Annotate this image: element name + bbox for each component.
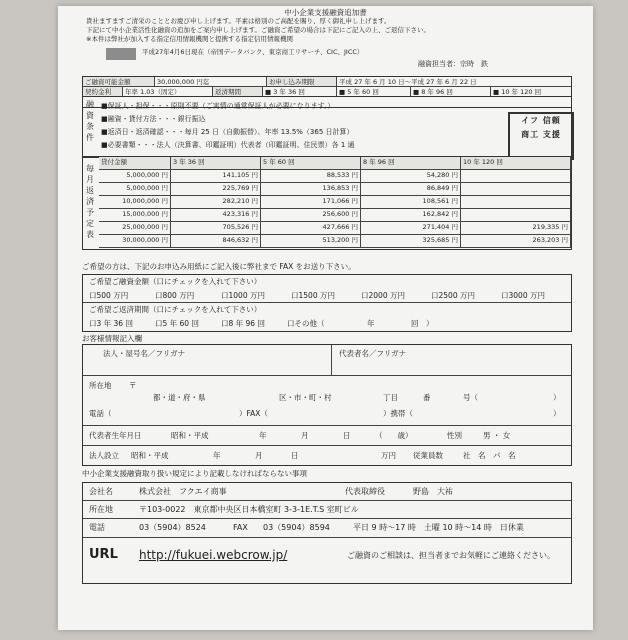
repayment-cell <box>461 183 571 196</box>
intro-text <box>86 17 566 44</box>
established-label: 法人設立 <box>89 451 119 460</box>
divider <box>83 425 571 426</box>
company-url[interactable]: http://fukuei.webcrow.jp/ <box>139 548 288 562</box>
term-choice[interactable]: 口その他（ <box>287 319 325 328</box>
gender: 男 ・ 女 <box>483 431 511 440</box>
term-choice-count: 回 ） <box>411 319 434 328</box>
loan-conditions <box>82 96 572 158</box>
repayment-header: 5 年 60 回 <box>261 157 361 170</box>
repayment-cell: 282,210 円 <box>171 196 261 209</box>
repayment-cell: 427,666 円 <box>261 222 361 235</box>
mobile-label: ）携帯（ <box>383 409 413 418</box>
repayment-cell: 263,203 円 <box>461 235 571 248</box>
repayment-header: 貸付金額 <box>99 157 171 170</box>
term-choice[interactable]: 口3 年 36 回 <box>89 319 133 328</box>
loan-officer <box>418 60 488 69</box>
repayment-cell <box>461 170 571 183</box>
term-choice-year: 年 <box>367 319 375 328</box>
repayment-cell: 5,000,000 円 <box>99 183 171 196</box>
banchi: 番 <box>423 393 431 402</box>
postal-mark: 〒 <box>129 381 137 390</box>
paren-close: ） <box>553 393 561 402</box>
divider <box>83 537 571 538</box>
divider <box>83 375 571 376</box>
repayment-header: 3 年 36 回 <box>171 157 261 170</box>
paren-close: ） <box>553 409 561 418</box>
repayment-cell: 256,600 円 <box>261 209 361 222</box>
amount-option[interactable]: 口2000 万円 <box>361 291 405 300</box>
repayment-side-label: 毎 月 返 済 予 定 表 <box>86 164 94 239</box>
repayment-cell: 136,853 円 <box>261 183 361 196</box>
intro-line: 貴社ますますご清栄のこととお慶び申し上げます。平素は格別のご高配を賜り、厚く御礼申し上げます。 <box>86 17 391 25</box>
repayment-cell: 108,561 円 <box>361 196 461 209</box>
repayment-cell: 271,404 円 <box>361 222 461 235</box>
desired-amount-label: ご希望ご融資金額（口にチェックを入れて下さい） <box>89 277 262 286</box>
repayment-cell: 171,066 円 <box>261 196 361 209</box>
est-month: 月 <box>255 451 263 460</box>
desired-term-label: ご希望ご返済期間（口にチェックを入れて下さい） <box>89 305 262 314</box>
est-day: 日 <box>291 451 299 460</box>
tel-label: 電話（ <box>89 409 112 418</box>
repayment-cell <box>461 196 571 209</box>
period-value: 平成 27 年 6 月 10 日～平成 27 年 6 月 22 日 <box>337 77 571 87</box>
established-era: 昭和・平成 <box>131 451 169 460</box>
repayment-cell: 86,849 円 <box>361 183 461 196</box>
term-choice[interactable]: 口8 年 96 回 <box>221 319 265 328</box>
company-name-label: 会社名 <box>89 487 113 496</box>
repayment-cell: 162,842 円 <box>361 209 461 222</box>
company-logo: イフ 信頼 商工 支援 <box>508 112 574 160</box>
rep-name-label: 代表者名／フリガナ <box>339 349 407 358</box>
amount-option[interactable]: 口3000 万円 <box>501 291 545 300</box>
fax-label: ）FAX（ <box>239 409 268 418</box>
prefecture: 都・道・府・県 <box>153 393 206 402</box>
redacted-name <box>106 48 136 60</box>
loan-application-form <box>58 6 593 630</box>
repayment-cell: 225,769 円 <box>171 183 261 196</box>
rate-label: 契約金利 <box>83 87 123 97</box>
applicant-box <box>82 344 572 466</box>
repayment-cell <box>461 209 571 222</box>
contact-note: ご融資のご相談は、担当者までお気軽にご連絡ください。 <box>347 551 555 560</box>
capital: 万円 <box>381 451 396 460</box>
amount-option[interactable]: 口800 万円 <box>155 291 195 300</box>
term-option: ■ 3 年 36 回 <box>263 87 337 97</box>
divider <box>83 302 571 303</box>
repayment-cell: 423,316 円 <box>171 209 261 222</box>
condition-line: ■必要書類・・・法人（決算書、印鑑証明）代表者（印鑑証明、住民票）各 1 通 <box>101 141 355 149</box>
fax-notice: ご希望の方は、下記のお申込み用紙にご記入後に弊社まで FAX をお送り下さい。 <box>82 262 356 271</box>
repayment-cell: 15,000,000 円 <box>99 209 171 222</box>
birth-year: 年 <box>259 431 267 440</box>
repayment-cell: 513,200 円 <box>261 235 361 248</box>
as-of-date: 平成27年4月6日現在（帝国データバンク、東京商工リサーチ、CIC、JICC） <box>142 48 364 56</box>
company-address-label: 所在地 <box>89 505 113 514</box>
intro-line: ※本件は弊社が加入する指定信用情報機関と提携する指定信用情報機関 <box>86 35 293 43</box>
divider <box>331 345 332 375</box>
term-option: ■ 10 年 120 回 <box>491 87 571 97</box>
repayment-cell: 54,280 円 <box>361 170 461 183</box>
repayment-cell: 325,685 円 <box>361 235 461 248</box>
company-hours: 平日 9 時～17 時 土曜 10 時～14 時 日休業 <box>353 523 524 532</box>
term-option: ■ 8 年 96 回 <box>411 87 491 97</box>
term-label: 返済期間 <box>213 87 263 97</box>
term-choice[interactable]: 口5 年 60 回 <box>155 319 199 328</box>
repayment-cell: 25,000,000 円 <box>99 222 171 235</box>
company-fax: 03（5904）8594 <box>263 523 330 532</box>
company-name: 株式会社 フクエイ商事 <box>139 487 227 496</box>
gender-label: 性別 <box>447 431 462 440</box>
repayment-grid <box>99 157 571 249</box>
company-rep-label: 代表取締役 <box>345 487 385 496</box>
applicant-section-label: お客様情報記入欄 <box>82 334 142 343</box>
conditions-side-label: 融 資 条 件 <box>86 100 94 142</box>
desired-options <box>82 274 572 332</box>
repayment-cell: 219,335 円 <box>461 222 571 235</box>
birth-day: 日 <box>343 431 351 440</box>
repayment-cell: 30,000,000 円 <box>99 235 171 248</box>
rate-value: 年率 1.03（固定） <box>123 87 213 97</box>
city: 区・市・町・村 <box>279 393 332 402</box>
amount-option[interactable]: 口1000 万円 <box>221 291 265 300</box>
age: （ 歳） <box>375 431 413 440</box>
notice-title: 中小企業支援融資取り扱い規定により記載しなければならない事項 <box>82 469 307 478</box>
amount-option[interactable]: 口1500 万円 <box>291 291 335 300</box>
repayment-cell: 5,000,000 円 <box>99 170 171 183</box>
repayment-table <box>82 156 572 250</box>
company-fax-label: FAX <box>233 523 248 532</box>
company-tel: 03（5904）8524 <box>139 523 206 532</box>
form-title: 中小企業支援融資追加書 <box>284 8 367 17</box>
employees: 社 名 パ 名 <box>463 451 516 460</box>
repayment-cell: 846,632 円 <box>171 235 261 248</box>
repayment-cell: 10,000,000 円 <box>99 196 171 209</box>
company-name-label: 法人・屋号名／フリガナ <box>103 349 186 358</box>
company-rep: 野島 大祐 <box>413 487 453 496</box>
birth-label: 代表者生年月日 <box>89 431 142 440</box>
est-year: 年 <box>213 451 221 460</box>
amount-option[interactable]: 口2500 万円 <box>431 291 475 300</box>
intro-line: 下記にて中小企業活性化融資の追加をご案内申し上げます。ご融資ご希望の場合は下記にご記入の上、ご返信下さい。 <box>86 26 430 34</box>
go: 号（ <box>463 393 478 402</box>
owner-label: 融資担当者： <box>418 60 460 68</box>
divider <box>83 518 571 519</box>
divider <box>83 445 571 446</box>
repayment-cell: 141,105 円 <box>171 170 261 183</box>
condition-line: ■融資・貸付方法・・・銀行振込 <box>101 115 206 123</box>
repayment-header: 10 年 120 回 <box>461 157 571 170</box>
company-url-label: URL <box>89 547 118 562</box>
divider <box>83 500 571 501</box>
repayment-cell: 88,533 円 <box>261 170 361 183</box>
address-label: 所在地 <box>89 381 112 390</box>
birth-era: 昭和・平成 <box>171 431 209 440</box>
term-option: ■ 5 年 60 回 <box>337 87 411 97</box>
repayment-header: 8 年 96 回 <box>361 157 461 170</box>
company-address: 〒103-0022 東京都中央区日本橋室町 3-3-1E.T.S 室町ビル <box>139 505 359 514</box>
amount-option[interactable]: 口500 万円 <box>89 291 129 300</box>
chome: 丁目 <box>383 393 398 402</box>
condition-line: ■保証人・担保・・・原則不要（ご実情の通常保証人が必要になります。） <box>101 102 335 110</box>
birth-month: 月 <box>301 431 309 440</box>
company-box <box>82 482 572 584</box>
available-label: ご融資可能金額 <box>83 77 155 87</box>
available-value: 30,000,000 円迄 <box>155 77 267 87</box>
employees-label: 従業員数 <box>413 451 443 460</box>
owner-name: 宗時 鉄 <box>460 60 488 68</box>
repayment-cell: 705,526 円 <box>171 222 261 235</box>
company-tel-label: 電話 <box>89 523 105 532</box>
condition-line: ■返済日・返済確認・・・毎月 25 日（自動振替）、年率 13.5%（365 日計算） <box>101 128 354 136</box>
period-label: お申し込み期限 <box>267 77 337 87</box>
